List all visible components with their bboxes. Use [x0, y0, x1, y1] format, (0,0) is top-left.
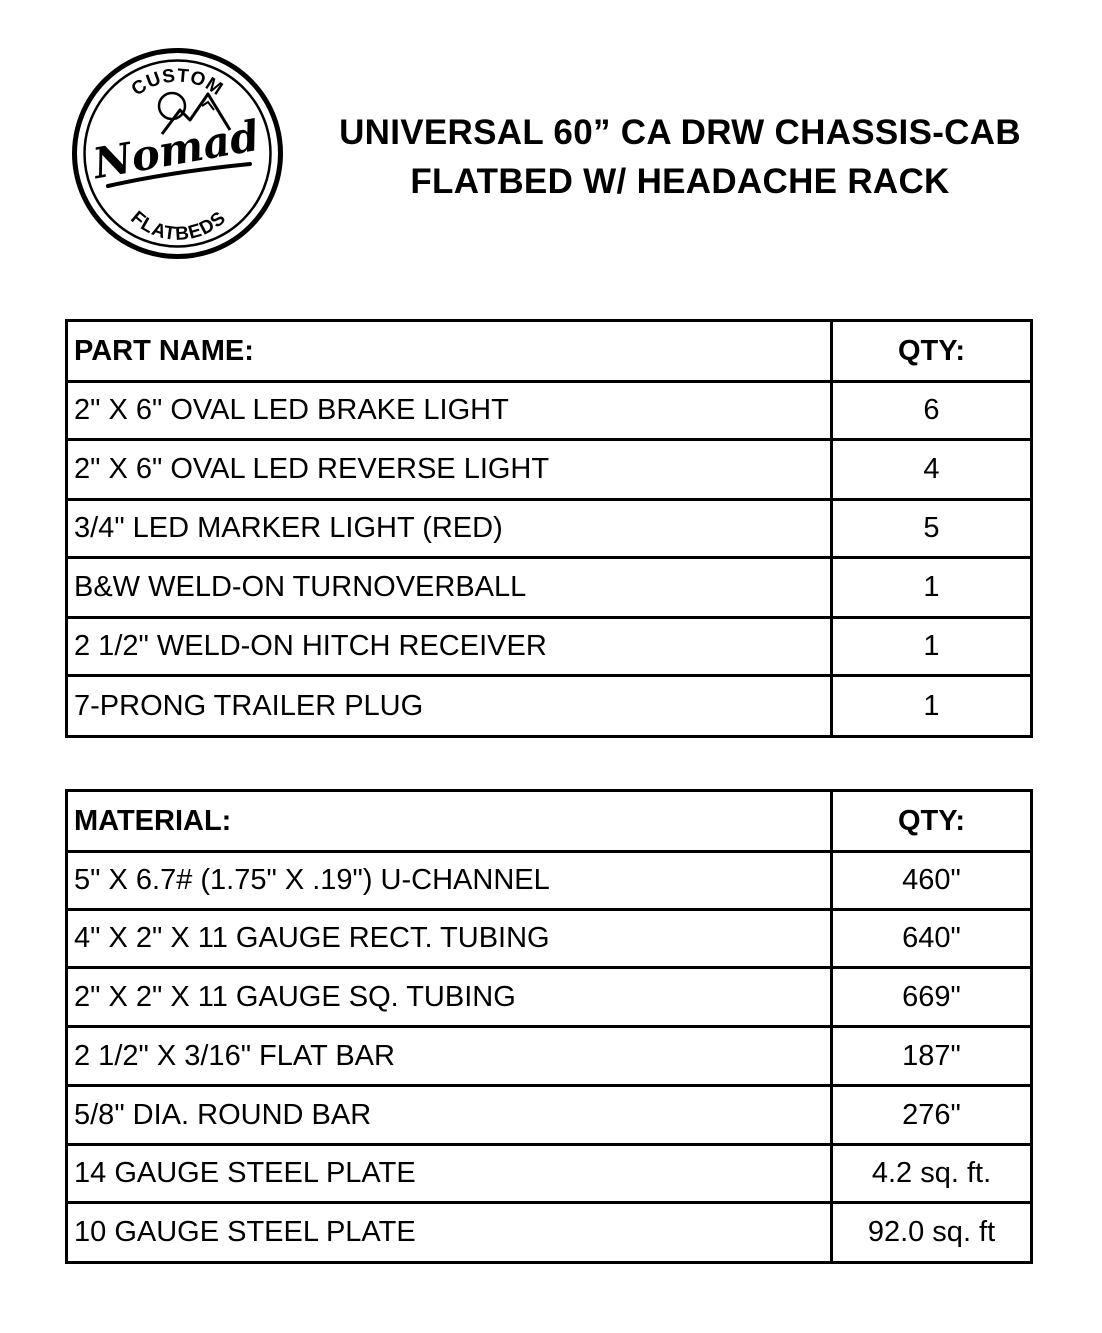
table-row: [67, 1027, 1032, 1086]
qty-cell: 669": [832, 968, 1032, 1027]
qty-cell: 4.2 sq. ft.: [832, 1145, 1032, 1203]
custom-nomad-flatbeds-logo: [70, 46, 285, 261]
table-row: [67, 1086, 1032, 1145]
part-name-cell: 2 1/2" WELD-ON HITCH RECEIVER: [67, 618, 832, 676]
table-row: [67, 500, 1032, 558]
qty-cell: 640": [832, 910, 1032, 968]
qty-cell: 1: [832, 618, 1032, 676]
part-name-cell: 3/4" LED MARKER LIGHT (RED): [67, 500, 832, 558]
table-header-row: [67, 791, 1032, 852]
material-cell: 2 1/2" X 3/16" FLAT BAR: [67, 1027, 832, 1086]
title-line-1: UNIVERSAL 60” CA DRW CHASSIS-CAB: [339, 113, 1021, 152]
parts-table: [65, 319, 1033, 738]
document-title: [300, 108, 1060, 206]
logo-top-text: CUSTOM: [127, 65, 227, 101]
title-line-2: FLATBED W/ HEADACHE RACK: [410, 162, 950, 201]
table-header-row: [67, 321, 1032, 382]
table-row: [67, 618, 1032, 676]
material-cell: 5/8" DIA. ROUND BAR: [67, 1086, 832, 1145]
table-row: [67, 440, 1032, 500]
table-row: [67, 1145, 1032, 1203]
material-cell: 2" X 2" X 11 GAUGE SQ. TUBING: [67, 968, 832, 1027]
qty-cell: 4: [832, 440, 1032, 500]
material-header: MATERIAL:: [67, 791, 832, 852]
table-row: [67, 910, 1032, 968]
part-name-cell: 2" X 6" OVAL LED REVERSE LIGHT: [67, 440, 832, 500]
qty-cell: 1: [832, 676, 1032, 737]
qty-header: QTY:: [832, 321, 1032, 382]
qty-cell: 92.0 sq. ft: [832, 1203, 1032, 1263]
qty-cell: 6: [832, 382, 1032, 440]
part-name-cell: 7-PRONG TRAILER PLUG: [67, 676, 832, 737]
qty-header: QTY:: [832, 791, 1032, 852]
part-name-header: PART NAME:: [67, 321, 832, 382]
logo-bottom-text: FLATBEDS: [126, 207, 231, 246]
table-row: [67, 1203, 1032, 1263]
part-name-cell: 2" X 6" OVAL LED BRAKE LIGHT: [67, 382, 832, 440]
materials-table: [65, 789, 1033, 1264]
qty-cell: 276": [832, 1086, 1032, 1145]
qty-cell: 460": [832, 852, 1032, 910]
material-cell: 10 GAUGE STEEL PLATE: [67, 1203, 832, 1263]
table-row: [67, 558, 1032, 618]
material-cell: 14 GAUGE STEEL PLATE: [67, 1145, 832, 1203]
qty-cell: 5: [832, 500, 1032, 558]
table-row: [67, 382, 1032, 440]
material-cell: 5" X 6.7# (1.75" X .19") U-CHANNEL: [67, 852, 832, 910]
material-cell: 4" X 2" X 11 GAUGE RECT. TUBING: [67, 910, 832, 968]
qty-cell: 1: [832, 558, 1032, 618]
part-name-cell: B&W WELD-ON TURNOVERBALL: [67, 558, 832, 618]
table-row: [67, 968, 1032, 1027]
table-row: [67, 676, 1032, 737]
qty-cell: 187": [832, 1027, 1032, 1086]
table-row: [67, 852, 1032, 910]
logo-brand-text: Nomad: [89, 110, 263, 189]
